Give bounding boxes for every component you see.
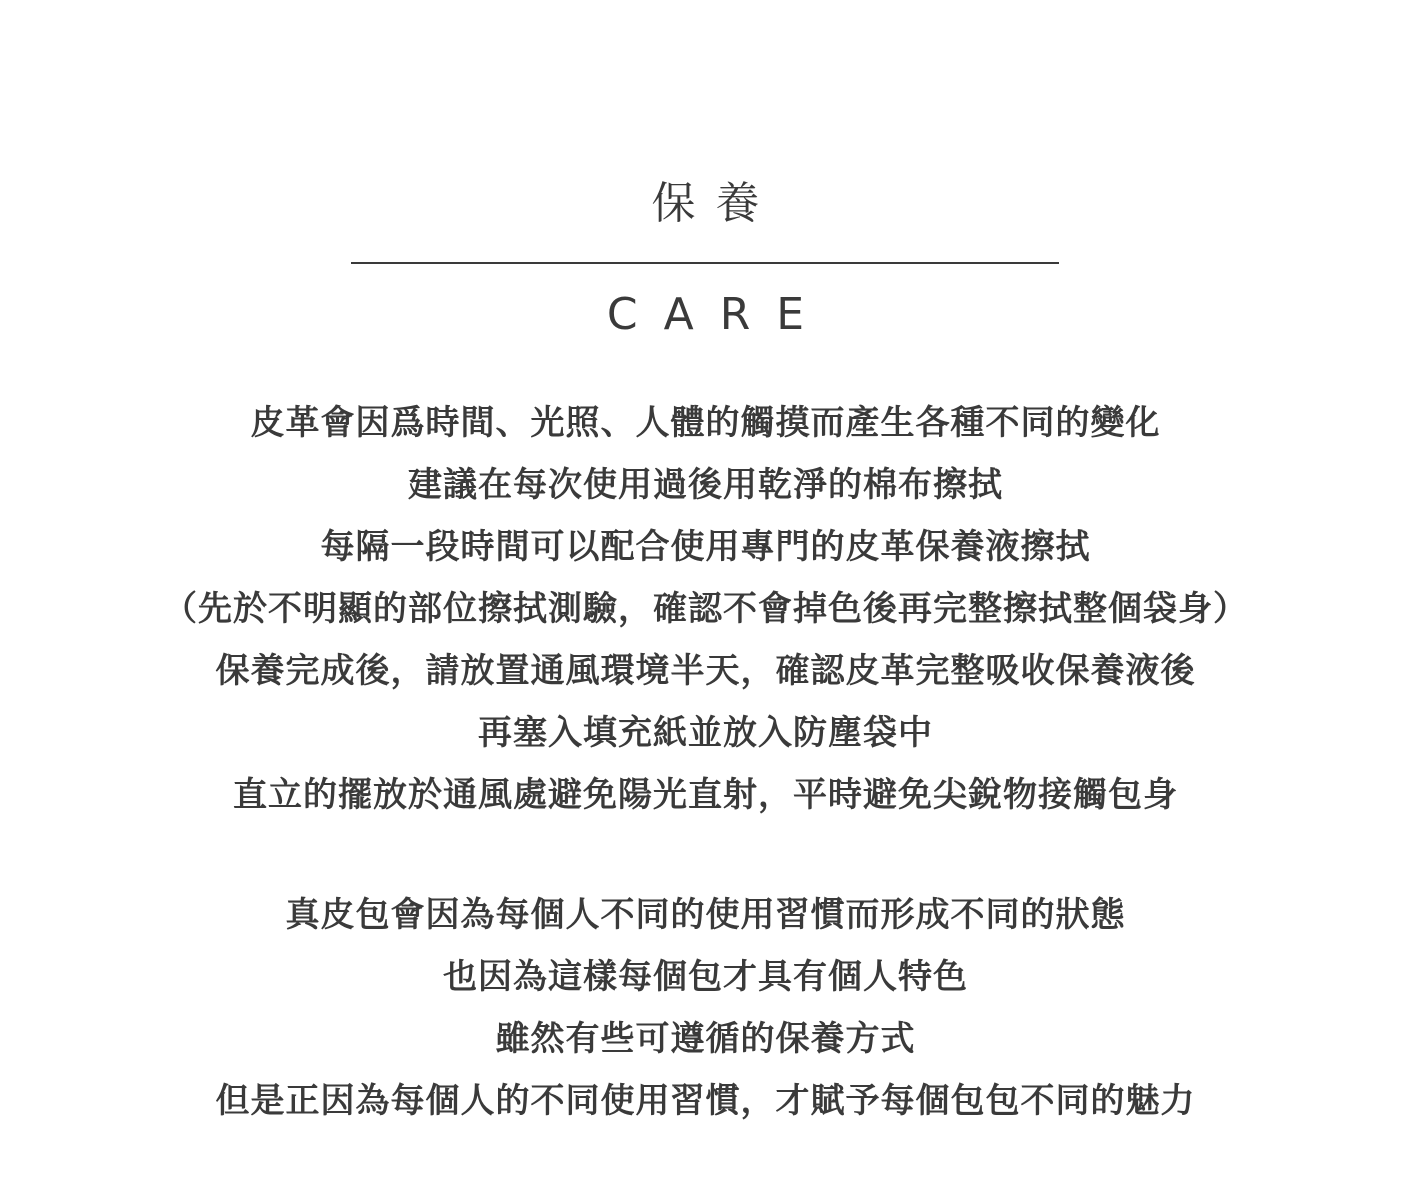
- page-title-zh: 保養: [651, 178, 780, 229]
- care-line: 皮革會因爲時間、光照、人體的觸摸而產生各種不同的變化: [250, 403, 1161, 443]
- page-title-en: CARE: [606, 289, 831, 340]
- care-line: （先於不明顯的部位擦拭測驗，確認不會掉色後再完整擦拭整個袋身）: [163, 589, 1248, 629]
- leather-line: 真皮包會因為每個人不同的使用習慣而形成不同的狀態: [285, 895, 1126, 935]
- leather-line: 但是正因為每個人的不同使用習慣，才賦予每個包包不同的魅力: [215, 1081, 1196, 1121]
- care-line: 再塞入填充紙並放入防塵袋中: [478, 713, 933, 753]
- leather-line: 雖然有些可遵循的保養方式: [495, 1019, 916, 1059]
- care-line: 直立的擺放於通風處避免陽光直射，平時避免尖銳物接觸包身: [233, 775, 1178, 815]
- care-line: 每隔一段時間可以配合使用專門的皮革保養液擦拭: [320, 527, 1091, 567]
- title-divider: [351, 262, 1059, 264]
- care-line: 建議在每次使用過後用乾淨的棉布擦拭: [408, 465, 1003, 505]
- leather-notes: [0, 884, 1411, 1132]
- leather-line: 也因為這樣每個包才具有個人特色: [443, 957, 968, 997]
- care-instructions: [0, 392, 1411, 826]
- care-line: 保養完成後，請放置通風環境半天，確認皮革完整吸收保養液後: [215, 651, 1196, 691]
